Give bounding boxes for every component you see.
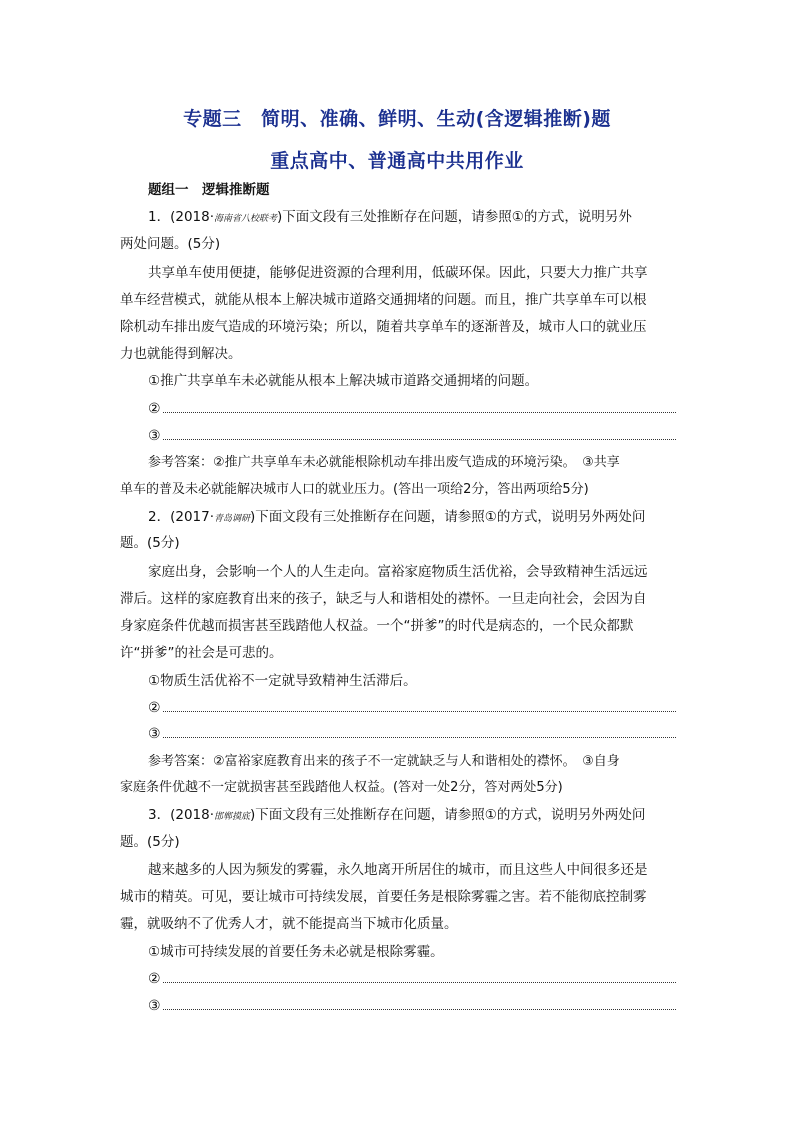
question-1-answer-cont: 单车的普及未必就能解决城市人口的就业压力。(答出一项给2分，答出两项给5分) (120, 482, 589, 497)
question-3-source: 邯郸摸底 (214, 812, 251, 822)
question-1-passage-line: 力也就能得到解决。 (120, 346, 242, 362)
question-2-stem-cont: 题。(5分) (120, 535, 180, 551)
question-2-passage-line: 许“拼爹”的社会是可悲的。 (120, 645, 283, 661)
question-3-passage-line: 城市的精英。可见，要让城市可持续发展，首要任务是根除雾霾之害。若不能彻底控制雾 (120, 889, 647, 905)
question-3-stem: 3．(2018·邯郸摸底)下面文段有三处推断存在问题，请参照①的方式，说明另外两处问 (148, 807, 646, 823)
question-2-answer-cont: 家庭条件优越不一定就损害甚至践踏他人权益。(答对一处2分，答对两处5分) (120, 780, 563, 795)
page-subtitle: 重点高中、普通高中共用作业 (270, 150, 524, 172)
question-1-passage-line: 单车经营模式，就能从根本上解决城市道路交通拥堵的问题。而且，推广共享单车可以根 (120, 292, 647, 308)
question-3-answer-blank-2[interactable]: ② (148, 967, 676, 987)
question-1-answer-blank-3[interactable]: ③ (148, 424, 676, 444)
question-2-answer: 参考答案：②富裕家庭教育出来的孩子不一定就缺乏与人和谐相处的襟怀。 ③自身 (148, 754, 620, 769)
question-1-answer-blank-2[interactable]: ② (148, 397, 676, 417)
question-1-stem: 1．(2018·海南省八校联考)下面文段有三处推断存在问题，请参照①的方式，说明另外 (148, 209, 632, 225)
question-1-source: 海南省八校联考 (214, 214, 278, 224)
question-1-example: ①推广共享单车未必就能从根本上解决城市道路交通拥堵的问题。 (148, 373, 539, 389)
question-2-passage-line: 身家庭条件优越而损害甚至践踏他人权益。一个“拼爹”的时代是病态的，一个民众都默 (120, 618, 634, 634)
question-2-answer-blank-3[interactable]: ③ (148, 722, 676, 742)
question-1-answer: 参考答案：②推广共享单车未必就能根除机动车排出废气造成的环境污染。 ③共享 (148, 455, 620, 470)
question-2-passage-line: 滞后。这样的家庭教育出来的孩子，缺乏与人和谐相处的襟怀。一旦走向社会，会因为自 (120, 591, 647, 607)
question-3-example: ①城市可持续发展的首要任务未必就是根除雾霾。 (148, 944, 444, 960)
question-1-passage-line: 共享单车使用便捷，能够促进资源的合理利用，低碳环保。因此，只要大力推广共享 (148, 265, 648, 281)
page-title: 专题三 简明、准确、鲜明、生动(含逻辑推断)题 (183, 108, 611, 130)
question-2-passage-line: 家庭出身，会影响一个人的人生走向。富裕家庭物质生活优裕，会导致精神生活远远 (148, 564, 648, 580)
question-3-passage-line: 霾，就吸纳不了优秀人才，就不能提高当下城市化质量。 (120, 916, 458, 932)
question-3-passage-line: 越来越多的人因为频发的雾霾，永久地离开所居住的城市，而且这些人中间很多还是 (148, 862, 648, 878)
question-2-example: ①物质生活优裕不一定就导致精神生活滞后。 (148, 673, 417, 689)
question-2-source: 青岛调研 (214, 514, 251, 524)
question-2-stem: 2．(2017·青岛调研)下面文段有三处推断存在问题，请参照①的方式，说明另外两处问 (148, 509, 646, 525)
question-2-answer-blank-2[interactable]: ② (148, 696, 676, 716)
group-heading: 题组一 逻辑推断题 (148, 182, 270, 198)
question-1-stem-cont: 两处问题。(5分) (120, 236, 221, 252)
question-3-answer-blank-3[interactable]: ③ (148, 994, 676, 1014)
question-1-passage-line: 除机动车排出废气造成的环境污染；所以，随着共享单车的逐渐普及，城市人口的就业压 (120, 319, 647, 335)
question-3-stem-cont: 题。(5分) (120, 834, 180, 850)
